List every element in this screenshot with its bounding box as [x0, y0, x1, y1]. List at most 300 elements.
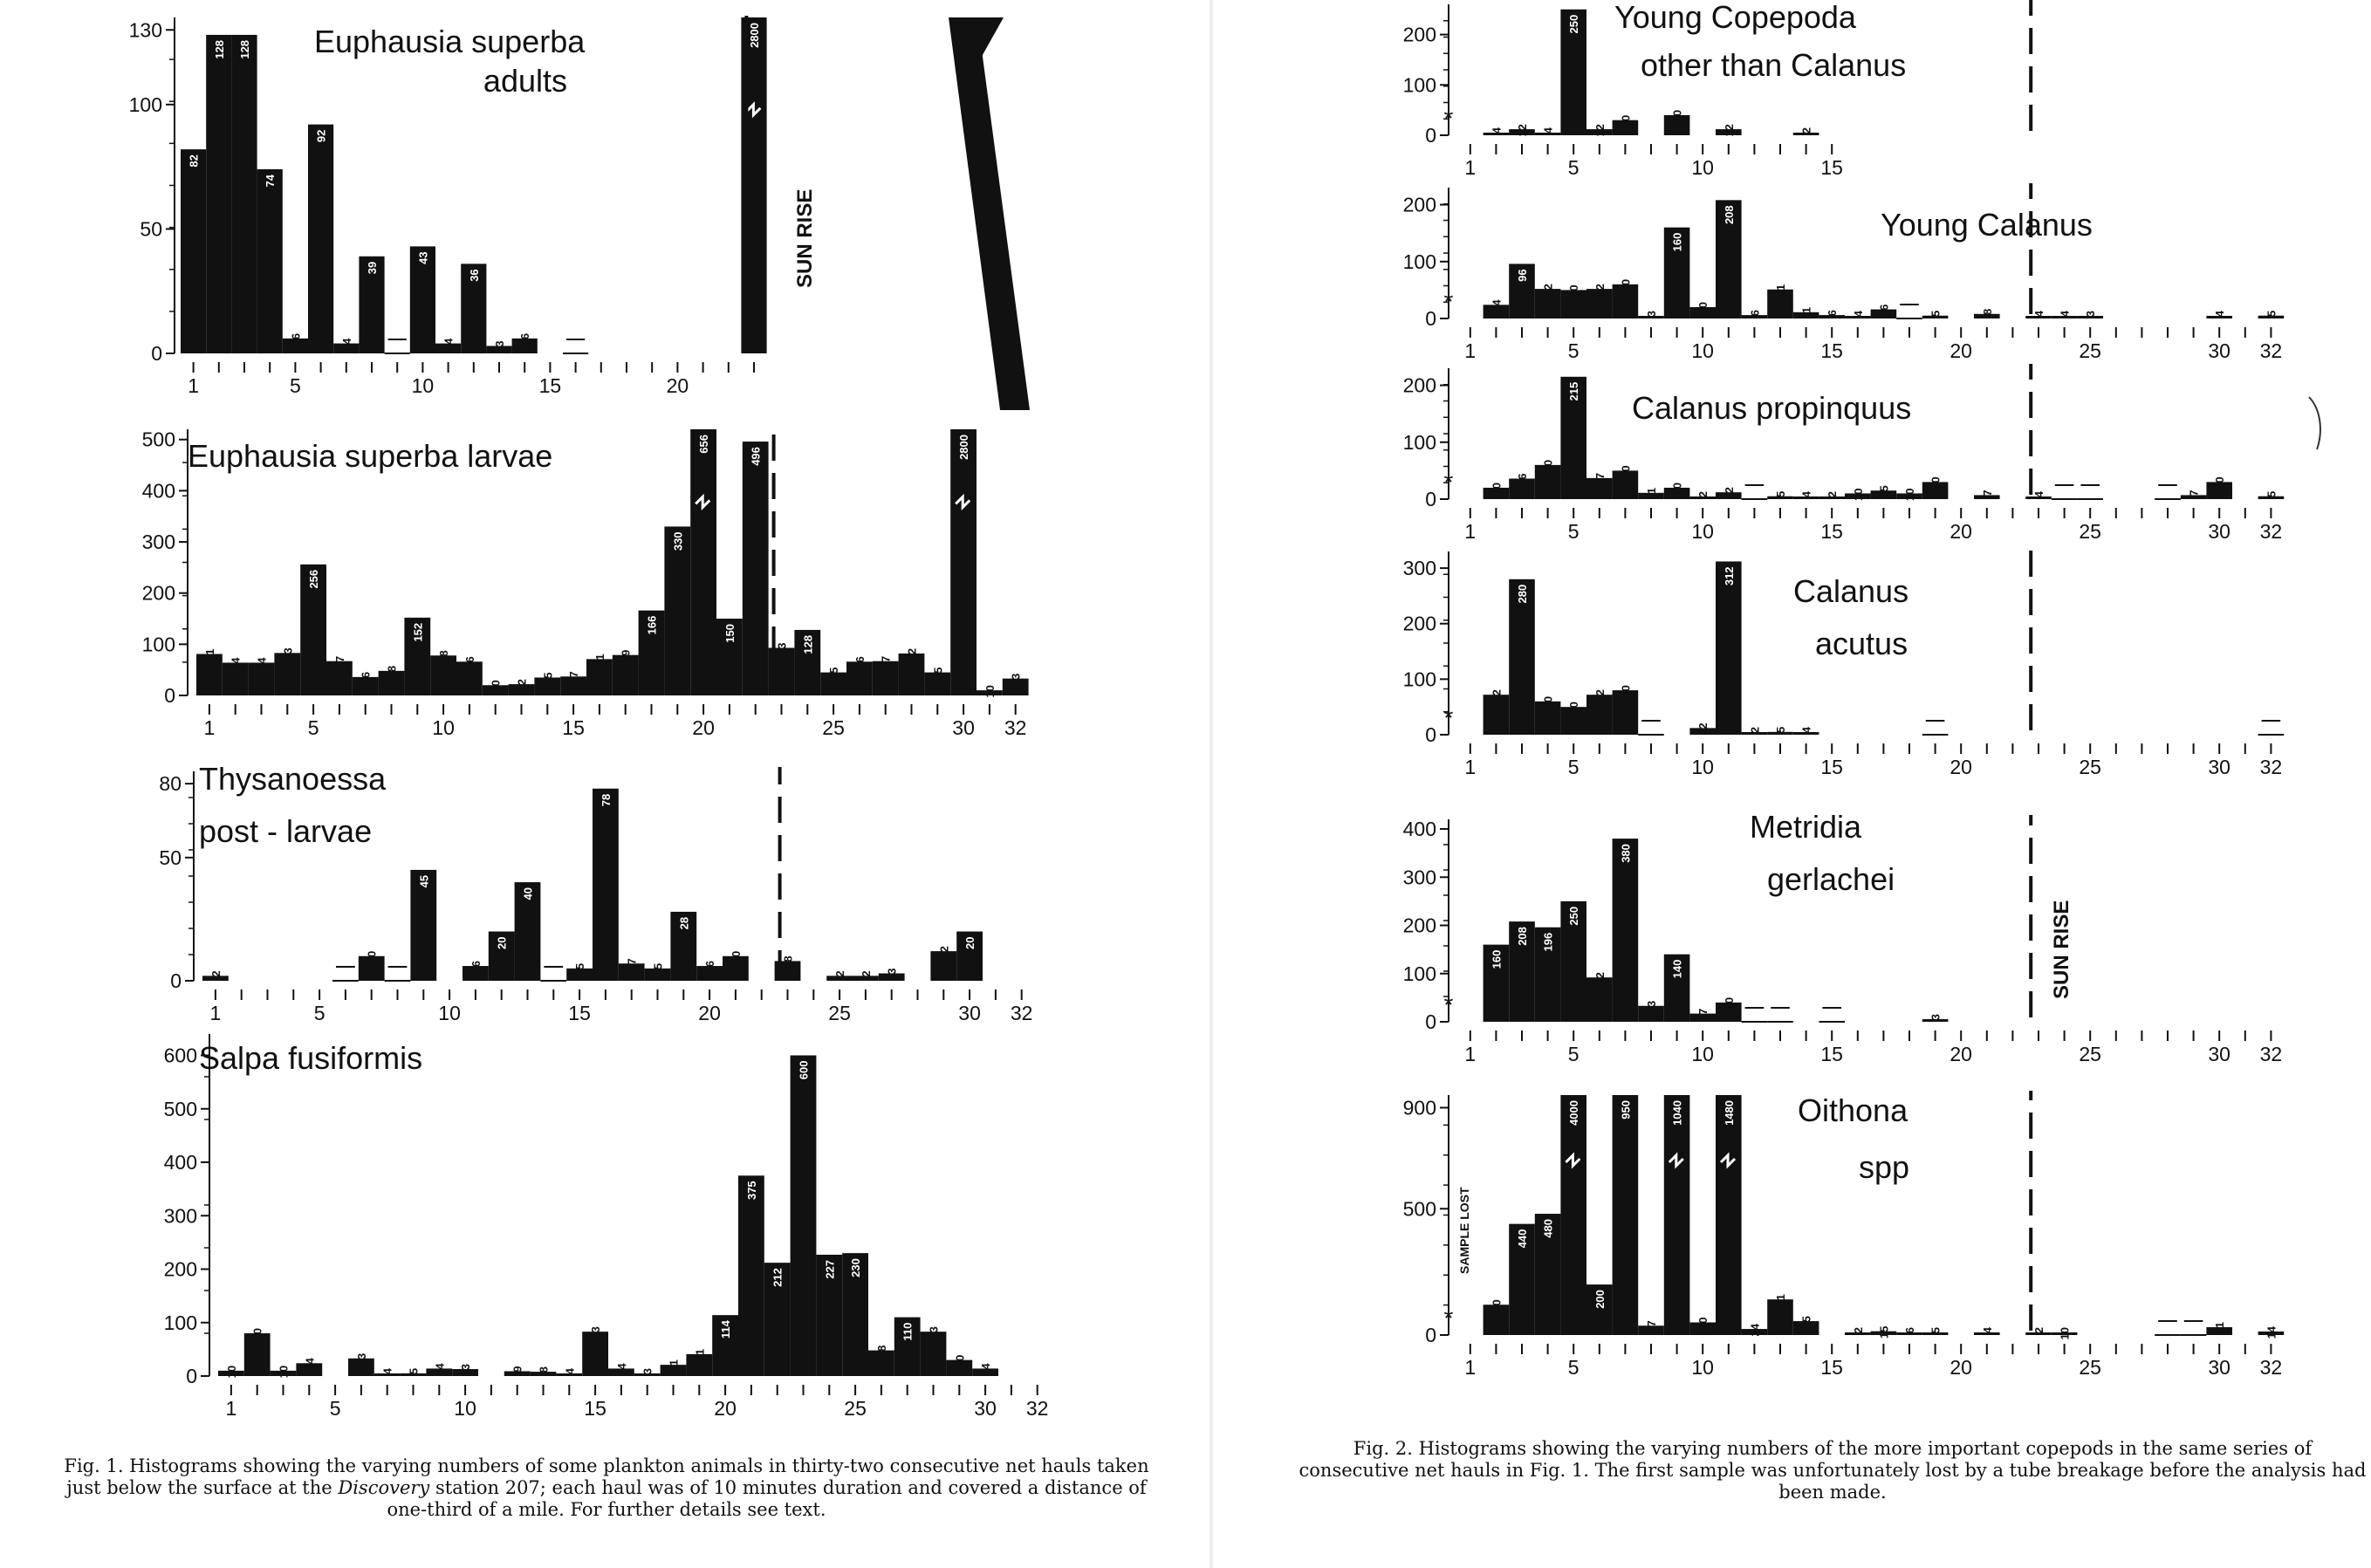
panel-title: Metridia [1750, 809, 1862, 845]
x-tick-label: 32 [2259, 1043, 2283, 1065]
y-tick-label: 500 [1402, 1197, 1436, 1221]
bar-value-label: 3 [885, 968, 899, 975]
bar-value-label: 43 [416, 251, 430, 264]
bar-value-label: 5 [2265, 310, 2278, 317]
bar-value-label: 33 [1009, 673, 1023, 687]
bar-value-label: 4 [1799, 491, 1813, 498]
panel-title: Calanus [1793, 573, 1909, 609]
bar-value-label: 150 [723, 624, 737, 643]
bar-value-label: 12 [1696, 722, 1710, 736]
x-tick-label: 30 [2208, 520, 2231, 543]
bar [1613, 1095, 1639, 1335]
bar-2800-wedge [949, 17, 1030, 410]
bar-value-label: 15 [1877, 1325, 1891, 1339]
page-gutter [1209, 0, 1214, 1568]
bar-value-label: 2 [1826, 491, 1840, 498]
x-tick-label: 32 [2259, 520, 2283, 543]
x-tick-label: 10 [1691, 156, 1714, 179]
bar-value-label: 52 [1593, 284, 1607, 297]
lost-sample-asterisk: * [1443, 991, 1454, 1018]
bar-value-label: 10 [2058, 1327, 2072, 1340]
bar-value-label: 66 [853, 656, 867, 669]
x-tick-label: 32 [1010, 1002, 1033, 1024]
y-tick-label: 200 [1402, 23, 1436, 46]
bar-value-label: 40 [1670, 109, 1684, 123]
bar-value-label: 3 [493, 340, 506, 347]
fig1-caption-ship: Discovery [338, 1477, 430, 1498]
y-tick-label: 300 [163, 1204, 197, 1228]
bar-value-label: 33 [354, 1352, 368, 1366]
x-tick-label: 10 [432, 716, 455, 739]
bar-value-label: 250 [1567, 906, 1581, 926]
bar-value-label: 80 [1619, 685, 1633, 698]
x-tick-label: 30 [2208, 1356, 2231, 1379]
lost-sample-asterisk: * [1443, 288, 1454, 315]
y-tick-label: 0 [1425, 1010, 1436, 1033]
x-tick-label: 15 [1820, 1356, 1843, 1379]
bar-value-label: 83 [927, 1326, 941, 1339]
x-tick-label: 25 [2079, 1043, 2101, 1065]
bar-value-label: 227 [823, 1259, 837, 1279]
bar-value-label: 280 [1516, 584, 1529, 604]
bar-value-label: 4 [2032, 491, 2046, 498]
bar-value-label: 36 [359, 671, 373, 685]
bar-value-label: 160 [1490, 949, 1504, 969]
bar [1664, 1095, 1690, 1335]
x-tick-label: 10 [411, 374, 435, 397]
x-tick-label: 20 [666, 374, 689, 397]
panel-title: Salpa fusiformis [199, 1040, 423, 1076]
bar [593, 789, 619, 981]
bar [664, 526, 690, 695]
x-tick-label: 30 [2208, 339, 2231, 362]
bar-value-label: 50 [1696, 1317, 1710, 1330]
bar-value-label: 330 [671, 531, 685, 551]
bar-value-label: 83 [281, 647, 295, 661]
x-tick-label: 10 [438, 1002, 461, 1024]
fig1-caption [61, 1455, 1152, 1521]
bar [1716, 1095, 1742, 1335]
panel-metridia [1403, 809, 2283, 1065]
panel-title: Calanus propinquus [1632, 390, 1912, 426]
panel-euphausia-larvae [142, 425, 1029, 739]
x-tick-label: 10 [1691, 1043, 1714, 1065]
bar-value-label: 6 [1826, 310, 1840, 317]
y-tick-label: 600 [163, 1044, 197, 1067]
x-tick-label: 15 [1820, 156, 1843, 179]
y-tick-label: 0 [1425, 307, 1436, 330]
panel-calanus-acutus [1403, 547, 2285, 778]
bar-value-label: 14 [979, 1363, 993, 1376]
margin-mark [2309, 397, 2320, 449]
bar-value-label: 45 [417, 874, 431, 888]
x-tick-label: 15 [568, 1002, 591, 1024]
bar-value-label: 5 [1929, 1327, 1943, 1334]
bar-value-label: 71 [593, 654, 606, 667]
panel-title: adults [483, 63, 567, 99]
bar-value-label: 5 [407, 1367, 421, 1375]
bar-value-label: 312 [1722, 566, 1736, 586]
bar-value-label: 82 [187, 154, 201, 168]
bar-value-label: 208 [1516, 927, 1529, 946]
bar-value-label: 250 [1567, 14, 1581, 34]
bar [1716, 561, 1742, 735]
y-tick-label: 900 [1402, 1096, 1436, 1120]
bar [950, 429, 976, 695]
bar-value-label: 5 [1774, 726, 1787, 734]
panel-title: gerlachei [1767, 861, 1895, 897]
bar-value-label: 2 [1748, 727, 1762, 734]
x-tick-label: 20 [1950, 756, 1972, 778]
x-tick-label: 1 [209, 1002, 222, 1024]
bar-value-label: 12 [1722, 124, 1736, 137]
bar-value-label: 10 [224, 1365, 238, 1379]
bar-value-label: 4 [442, 338, 456, 345]
x-tick-label: 30 [958, 1002, 981, 1024]
bar-value-label: 51 [1774, 284, 1787, 298]
bar-value-label: 8 [537, 1366, 551, 1373]
y-tick-label: 400 [141, 479, 175, 503]
sunrise-label-right: SUN RISE [2050, 900, 2073, 999]
bar-value-label: 3 [1645, 311, 1658, 318]
bar-value-label: 2 [1851, 1327, 1865, 1334]
panel-young-calanus [1403, 183, 2285, 362]
bar-value-label: 656 [697, 435, 711, 454]
bar-value-label: 50 [1567, 284, 1581, 298]
x-tick-label: 25 [2079, 756, 2101, 778]
bar-value-label: 14 [614, 1363, 628, 1376]
panel-title: Young Calanus [1881, 207, 2093, 243]
x-tick-label: 5 [307, 716, 319, 739]
bar-value-label: 33 [1645, 1000, 1658, 1014]
bar-value-label: 2 [2032, 1327, 2046, 1334]
bar-value-label: 52 [1541, 284, 1555, 297]
bar-value-label: 40 [1722, 996, 1736, 1010]
bar-value-label: 6 [469, 961, 483, 968]
bar-value-label: 24 [1490, 299, 1504, 312]
y-tick-label: 50 [140, 217, 162, 241]
y-tick-label: 0 [186, 1365, 197, 1387]
x-tick-label: 32 [1025, 1397, 1049, 1420]
bar-value-label: 4 [1980, 1327, 1994, 1334]
bar-value-label: 67 [332, 655, 346, 669]
bar-value-label: 60 [1541, 459, 1555, 473]
bar-value-label: 10 [729, 950, 743, 964]
bar-value-label: 5 [651, 962, 665, 970]
panel-title: Young Copepoda [1614, 0, 1856, 35]
bar-value-label: 2 [1799, 127, 1813, 134]
bar-value-label: 110 [901, 1322, 915, 1341]
bar-value-label: 10 [1851, 488, 1865, 501]
bar-value-label: 55 [1799, 1316, 1813, 1329]
y-tick-label: 100 [1402, 962, 1436, 985]
bar-value-label: 22 [515, 679, 529, 692]
x-tick-label: 5 [1567, 1043, 1580, 1065]
bar-value-label: 64 [255, 657, 269, 670]
panel-thysanoessa [159, 761, 1032, 1024]
bar-value-label: 30 [2213, 476, 2227, 490]
x-tick-label: 1 [1464, 156, 1477, 179]
bar-value-label: 92 [314, 129, 328, 143]
y-tick-label: 130 [128, 18, 162, 42]
y-tick-label: 100 [163, 1311, 197, 1334]
bar-value-label: 1480 [1722, 1100, 1736, 1126]
bar-value-label: 20 [1696, 301, 1710, 315]
bar-value-label: 7 [2187, 490, 2201, 496]
bar-value-label: 64 [229, 657, 243, 670]
y-tick-label: 200 [1402, 373, 1436, 397]
bar-value-label: 5 [1774, 490, 1787, 497]
x-tick-label: 1 [1464, 1043, 1477, 1065]
x-tick-label: 10 [1691, 756, 1714, 778]
bar-value-label: 28 [677, 916, 691, 930]
bar-value-label: 6 [518, 332, 532, 340]
bar-value-label: 60 [1541, 695, 1555, 709]
x-tick-label: 10 [454, 1397, 476, 1420]
bar-value-label: 79 [619, 649, 633, 663]
y-tick-label: 0 [1425, 488, 1436, 510]
bar-value-label: 96 [1516, 269, 1529, 282]
bar-value-label: 20 [495, 936, 509, 949]
bar-value-label: 200 [1593, 1290, 1607, 1309]
bar-value-label: 2800 [957, 435, 971, 460]
bar-value-label: 15 [1877, 485, 1891, 498]
sample-lost-label: SAMPLE LOST [1457, 1187, 1471, 1274]
bar-value-label: 3 [2084, 311, 2098, 318]
bar [308, 125, 333, 353]
bar-value-label: 160 [1670, 232, 1684, 252]
y-tick-label: 0 [1425, 124, 1436, 147]
bar-value-label: 20 [963, 936, 977, 949]
y-tick-label: 100 [1402, 668, 1436, 691]
bar-value-label: 141 [1774, 1294, 1787, 1313]
bar-value-label: 74 [264, 174, 278, 188]
bar-value-label: 14 [2265, 1325, 2278, 1339]
bar-value-label: 37 [567, 671, 581, 684]
bar-value-label: 4 [339, 338, 353, 345]
bar-value-label: 20 [489, 680, 503, 693]
bar-value-label: 196 [1541, 932, 1555, 952]
x-tick-label: 25 [844, 1397, 867, 1420]
panel-calanus-propinquus [1403, 364, 2285, 543]
y-tick-label: 0 [1425, 723, 1436, 746]
y-tick-label: 100 [128, 92, 162, 116]
y-tick-label: 100 [1402, 250, 1436, 273]
bar-value-label: 20 [1490, 482, 1504, 496]
y-tick-label: 400 [1402, 818, 1436, 841]
y-tick-label: 80 [159, 772, 182, 796]
bar-value-label: 78 [599, 793, 613, 807]
fig1-caption-pre: Fig. 1. Histograms showing the varying numbers of some plankton animals in thirty-two consecutive net hauls taken just below the surface at the [64, 1455, 1149, 1498]
bar-value-label: 6 [289, 332, 303, 340]
bar [738, 1175, 764, 1376]
lost-sample-asterisk: * [1443, 1304, 1454, 1332]
bar-value-label: 37 [1593, 472, 1607, 486]
x-tick-label: 5 [1567, 756, 1580, 778]
x-tick-label: 1 [1464, 756, 1477, 778]
bar-value-label: 215 [1567, 381, 1581, 401]
x-tick-label: 32 [2259, 1356, 2283, 1379]
bar-value-label: 45 [827, 667, 841, 681]
bar-value-label: 21 [667, 1359, 681, 1373]
bar-value-label: 37 [1645, 1320, 1658, 1333]
panel-title: Oithona [1798, 1092, 1908, 1128]
x-tick-label: 1 [203, 716, 216, 739]
bar-value-label: 10 [1903, 488, 1916, 501]
x-tick-label: 5 [1567, 339, 1580, 362]
panel-euphausia-adults [129, 13, 767, 397]
x-tick-label: 5 [290, 374, 301, 397]
panel-oithona [1403, 1091, 2285, 1379]
bar-value-label: 12 [1516, 124, 1529, 137]
bar-value-label: 12 [1722, 487, 1736, 500]
x-tick-label: 20 [714, 1397, 737, 1420]
fig1-caption-post: station 207; each haul was of 10 minutes duration and covered a distance of one-third of a mile. For further details see text. [387, 1477, 1147, 1520]
bar-value-label: 212 [771, 1268, 785, 1287]
bar-value-label: 2 [859, 970, 873, 977]
bar-value-label: 4 [2213, 311, 2227, 318]
bar [619, 963, 645, 981]
bar-value-label: 24 [303, 1358, 317, 1371]
x-tick-label: 20 [698, 1002, 721, 1024]
bar [1613, 839, 1639, 1022]
x-tick-label: 32 [1004, 716, 1027, 739]
bar-value-label: 78 [437, 650, 451, 663]
bar-value-label: 11 [1645, 487, 1658, 500]
bar-value-label: 48 [385, 665, 399, 679]
x-tick-label: 20 [1950, 1043, 1972, 1065]
bar [231, 35, 257, 353]
bar-value-label: 66 [463, 656, 476, 669]
bar-value-label: 6 [1748, 310, 1762, 317]
x-tick-label: 32 [2259, 339, 2283, 362]
bar [283, 339, 308, 353]
bar-value-label: 950 [1619, 1100, 1633, 1120]
y-tick-label: 200 [1402, 914, 1436, 937]
x-tick-label: 1 [1464, 1356, 1477, 1379]
x-tick-label: 15 [1820, 1043, 1843, 1065]
bar-value-label: 5 [2265, 490, 2278, 497]
bar-value-label: 31 [2213, 1322, 2227, 1335]
bar-value-label: 11 [1799, 306, 1813, 319]
bar-value-label: 496 [749, 447, 763, 466]
bar-value-label: 72 [1490, 689, 1504, 702]
bar-value-label: 4 [2058, 311, 2072, 318]
x-tick-label: 30 [952, 716, 975, 739]
panel-title: Thysanoessa [199, 761, 387, 797]
x-tick-label: 25 [822, 716, 845, 739]
bar-value-label: 81 [202, 648, 216, 661]
y-tick-label: 100 [141, 633, 175, 656]
x-tick-label: 5 [1567, 520, 1580, 543]
bar-value-label: 60 [1619, 278, 1633, 292]
bar-value-label: 30 [1619, 114, 1633, 128]
x-tick-label: 15 [562, 716, 585, 739]
bar [791, 1056, 817, 1377]
bar-value-label: 24 [1748, 1324, 1762, 1337]
panel-title: Euphausia superba [314, 24, 586, 59]
bar-value-label: 40 [521, 887, 535, 900]
panel-title: acutus [1815, 626, 1908, 661]
panel-title: Euphausia superba larvae [188, 438, 553, 474]
x-tick-label: 10 [1691, 520, 1714, 543]
bar-value-label: 3 [641, 1368, 654, 1375]
lost-sample-asterisk: * [1443, 469, 1454, 496]
x-tick-label: 20 [1950, 339, 1972, 362]
y-tick-label: 300 [1402, 557, 1436, 580]
bar-value-label: 7 [1980, 490, 1994, 496]
bar-value-label: 4 [380, 1368, 394, 1375]
x-tick-label: 30 [2208, 756, 2231, 778]
bar-value-label: 14 [433, 1363, 447, 1376]
x-tick-label: 5 [1567, 1356, 1580, 1379]
bar-value-label: 16 [1877, 304, 1891, 318]
y-tick-label: 400 [163, 1151, 197, 1174]
bar-value-label: 10 [365, 950, 379, 964]
x-tick-label: 25 [2079, 1356, 2101, 1379]
x-tick-label: 15 [1820, 756, 1843, 778]
y-tick-label: 200 [1402, 612, 1436, 635]
x-tick-label: 5 [313, 1002, 325, 1024]
bar-value-label: 10 [277, 1365, 291, 1379]
x-tick-label: 5 [329, 1397, 341, 1420]
bar-value-label: 128 [801, 634, 815, 654]
x-tick-label: 25 [828, 1002, 851, 1024]
bar-value-label: 152 [411, 622, 425, 642]
x-tick-label: 25 [2079, 520, 2101, 543]
panel-title: post - larvae [199, 813, 373, 849]
x-tick-label: 20 [692, 716, 715, 739]
bar-value-label: 7 [625, 958, 639, 965]
bar-value-label: 20 [1670, 482, 1684, 496]
bar-value-label: 72 [1593, 689, 1607, 702]
x-tick-label: 1 [188, 374, 199, 397]
y-tick-label: 0 [1425, 1324, 1436, 1346]
bar-value-label: 82 [905, 647, 919, 661]
y-tick-label: 500 [163, 1097, 197, 1120]
panel-young-copepoda [1403, 0, 2032, 179]
x-tick-label: 15 [584, 1397, 606, 1420]
bar-value-label: 10 [983, 685, 997, 698]
bar-value-label: 6 [703, 961, 717, 968]
bar-value-label: 128 [238, 39, 251, 59]
bar-value-label: 50 [1567, 702, 1581, 715]
x-tick-label: 30 [2208, 1043, 2231, 1065]
bar-value-label: 166 [645, 615, 659, 635]
bar-value-label: 230 [849, 1258, 863, 1277]
bar-value-label: 600 [797, 1060, 811, 1080]
bar-value-label: 8 [781, 955, 795, 962]
bar [1560, 1095, 1586, 1335]
bar-value-label: 1040 [1670, 1100, 1684, 1126]
bar-value-label: 2 [1696, 491, 1710, 498]
bar-value-label: 48 [874, 1345, 888, 1359]
y-tick-label: 200 [141, 581, 175, 605]
bar-value-label: 380 [1619, 844, 1633, 863]
bar-value-label: 83 [589, 1326, 603, 1339]
x-tick-label: 1 [225, 1397, 237, 1420]
bar-value-label: 50 [1619, 465, 1633, 478]
y-tick-label: 500 [141, 428, 175, 451]
bar-value-label: 17 [1696, 1008, 1710, 1022]
bar-value-label: 39 [366, 261, 379, 275]
bar-value-label: 128 [212, 39, 226, 59]
bar-value-label: 375 [744, 1181, 758, 1201]
bar-value-label: 208 [1722, 205, 1736, 225]
lost-sample-asterisk: * [1443, 105, 1454, 132]
bar-value-label: 30 [953, 1354, 967, 1368]
bar [463, 966, 489, 981]
